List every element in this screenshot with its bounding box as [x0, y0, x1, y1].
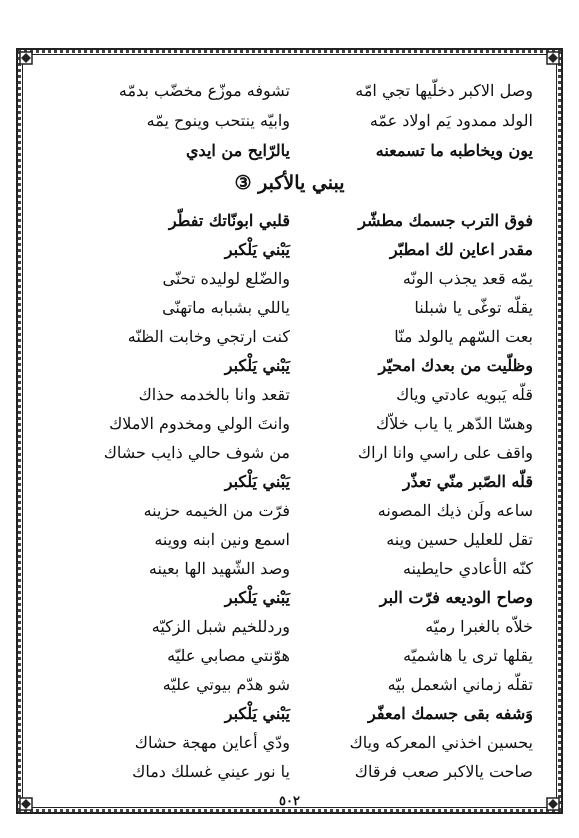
verse-right: خلاّه بالغبرا رميّه: [425, 617, 533, 636]
verse-right: وصاح الوديعه فرّت البر: [379, 588, 533, 607]
refrain: يَبْني يَلْكبر: [224, 588, 290, 607]
verse-left: يالرّايح من ايدي: [186, 141, 290, 160]
verse-left: يا نور عيني غسلك دماك: [132, 762, 290, 781]
verse-right: ساعه ولَن ذيك المصونه: [377, 501, 533, 520]
verse-left: ودّي أعاين مهجة حشاك: [134, 733, 290, 752]
verse-right: فوق الترب جسمك مطشّر: [358, 211, 533, 230]
page-number: ٥٠٢: [279, 794, 300, 809]
verse-right: يقلّه توغّى يا شبلنا: [414, 298, 533, 317]
verse-right: قلّه يَبويه عادتي وياك: [396, 385, 533, 404]
verse-left: هوّنتي مصابي عليّه: [167, 646, 290, 665]
verse-left: تقعد وانا بالخدمه حذاك: [138, 385, 290, 404]
verse-left: وابيّه ينتحب وينوح يمّه: [146, 111, 290, 130]
verse-right: يقلها ترى يا هاشميّه: [403, 646, 533, 665]
verse-right: يحسين اخذني المعركه وياك: [349, 733, 533, 752]
verse-right: قلّه الصّبر منّي تعذّر: [402, 472, 533, 491]
verse-right: يمّه قعد يجذب الونّه: [402, 269, 533, 288]
refrain: يَبْني يَلْكبر: [224, 704, 290, 723]
poem-title: يبني يالأكبر ③: [234, 172, 345, 194]
refrain: يَبْني يَلْكبر: [224, 356, 290, 375]
verse-left: تشوفه موزّع مخضّب بدمّه: [118, 81, 290, 100]
verse-left: شو هدّم بيوتي عليّه: [162, 675, 290, 694]
verse-right: وظلّيت من بعدك امحيّر: [378, 356, 533, 375]
verse-right: بعت السّهم يالولد منّا: [394, 327, 533, 346]
verse-left: وردللخيم شبل الزكيّه: [151, 617, 290, 636]
verse-right: وصل الاكبر دخلّيها تجي امّه: [355, 81, 533, 100]
refrain: يَبْني يَلْكبر: [224, 472, 290, 491]
verse-right: مقدر اعاين لك امطبّر: [389, 240, 533, 259]
corner-ornament-top-right: [545, 50, 561, 66]
verse-right: كنّه الأعادي حايطينه: [402, 559, 533, 578]
verse-left: قلبي ابونّاتك تفطّر: [168, 211, 290, 230]
refrain: يَبْني يَلْكبر: [224, 240, 290, 259]
verse-right: صاحت يالاكبر صعب فرقاك: [354, 762, 533, 781]
verse-right: الولد ممدود يَم اولاد عمّه: [369, 111, 533, 130]
verse-left: اسمع ونين ابنه ووينه: [154, 530, 290, 549]
verse-left: والضّلع لوليده تحنّى: [162, 269, 290, 288]
verse-left: فرّت من الخيمه حزينه: [143, 501, 290, 520]
verse-left: كنت ارتجي وخابت الظنّه: [127, 327, 290, 346]
verse-right: واقف على راسي وانا اراك: [357, 443, 533, 462]
verse-left: وصد الشّهيد الها بعينه: [148, 559, 290, 578]
verse-right: تقلّه زماني اشعمل بيّه: [387, 675, 533, 694]
verse-right: وَشفه بقى جسمك امعفّر: [368, 704, 533, 723]
verse-left: من شوف حالي ذايب حشاك: [103, 443, 290, 462]
verse-left: وانتَ الولي ومخدوم الاملاك: [109, 414, 290, 433]
verse-right: وهسّا الدّهر يا ياب خلاّك: [376, 414, 533, 433]
verse-right: تقل للعليل حسين وينه: [386, 530, 533, 549]
corner-ornament-top-left: [18, 50, 34, 66]
verse-left: ياللي بشبابه ماتهنّى: [162, 298, 290, 317]
verse-right: يون ويخاطبه ما تسمعنه: [375, 141, 533, 160]
